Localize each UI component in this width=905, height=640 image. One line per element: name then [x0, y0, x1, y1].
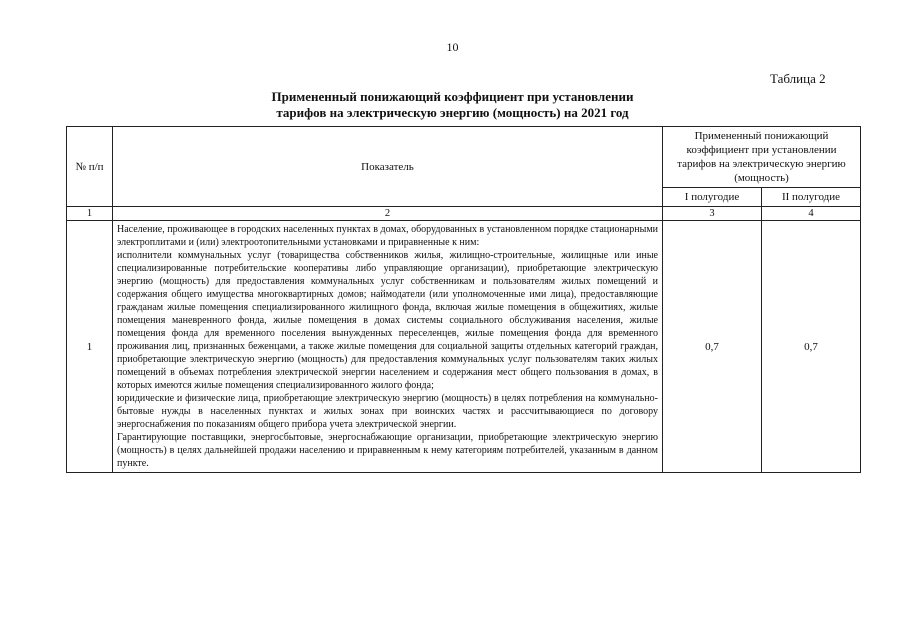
coefficients-table [66, 126, 861, 473]
indicator-paragraph: исполнители коммунальных услуг (товарищества собственников жилья, жилищно-строительные, жилищные или иные специализированные потребительские кооперативы либо управляющие организации), приобретающие электрическую энергию (мощность) для предоставления коммунальных услуг собственникам и пользователям жилых помещений и содержания общего имущества многоквартирных домов; наймодатели (или уполномоченные ими лица), предоставляющие гражданам жилые помещения специализированного жилищного фонда, включая жилые помещения в общежитиях, жилые помещения маневренного фонда, жилые помещения в домах системы социального обслуживания населения, жилые помещения фонда для временного поселения вынужденных переселенцев, жилые помещения фонда для временного проживания лиц, признанных беженцами, а также жилые помещения для социальной защиты отдельных категорий граждан, приобретающие электрическую энергию (мощность) для предоставления коммунальных услуг пользователям таких жилых помещений в объемах потребления электрической энергии населением и содержания мест общего пользования в домах, в которых имеются жилые помещения специализированного жилого фонда; [117, 250, 658, 391]
document-title [150, 89, 755, 121]
value-half-1: 0,7 [663, 221, 762, 473]
column-index-2: 2 [113, 207, 663, 221]
header-half-1: I полугодие [663, 188, 762, 207]
table-row [67, 221, 861, 473]
row-indicator-text [113, 221, 663, 473]
indicator-paragraph: Гарантирующие поставщики, энергосбытовые, энергоснабжающие организации, приобретающие электрическую энергию (мощность) в целях дальнейшей продажи населению и приравненным к нему категориям потребителей, указанным в данном пункте. [117, 432, 658, 469]
column-index-1: 1 [67, 207, 113, 221]
title-line-2: тарифов на электрическую энергию (мощность) на 2021 год [276, 105, 629, 120]
value-half-2: 0,7 [762, 221, 861, 473]
column-index-3: 3 [663, 207, 762, 221]
row-number: 1 [67, 221, 113, 473]
title-line-1: Примененный понижающий коэффициент при установлении [271, 89, 634, 104]
page-number: 10 [446, 40, 459, 54]
header-half-2: II полугодие [762, 188, 861, 207]
header-indicator: Показатель [113, 127, 663, 207]
header-number: № п/п [67, 127, 113, 207]
column-index-4: 4 [762, 207, 861, 221]
column-index-row [67, 207, 861, 221]
header-coefficient: Примененный понижающий коэффициент при установлении тарифов на электрическую энергию (мощность) [663, 127, 861, 188]
indicator-paragraph: Население, проживающее в городских населенных пунктах в домах, оборудованных в установленном порядке стационарными электроплитами и (или) электроотопительными установками и приравненные к ним: [117, 224, 658, 248]
header-row [67, 127, 861, 188]
indicator-paragraph: юридические и физические лица, приобретающие электрическую энергию (мощность) в целях потребления на коммунально-бытовые нужды в населенных пунктах и жилых зонах при воинских частях и рассчитывающиеся по договору энергоснабжения по показаниям общего прибора учета электрической энергии. [117, 393, 658, 430]
table-label: Таблица 2 [770, 71, 826, 86]
